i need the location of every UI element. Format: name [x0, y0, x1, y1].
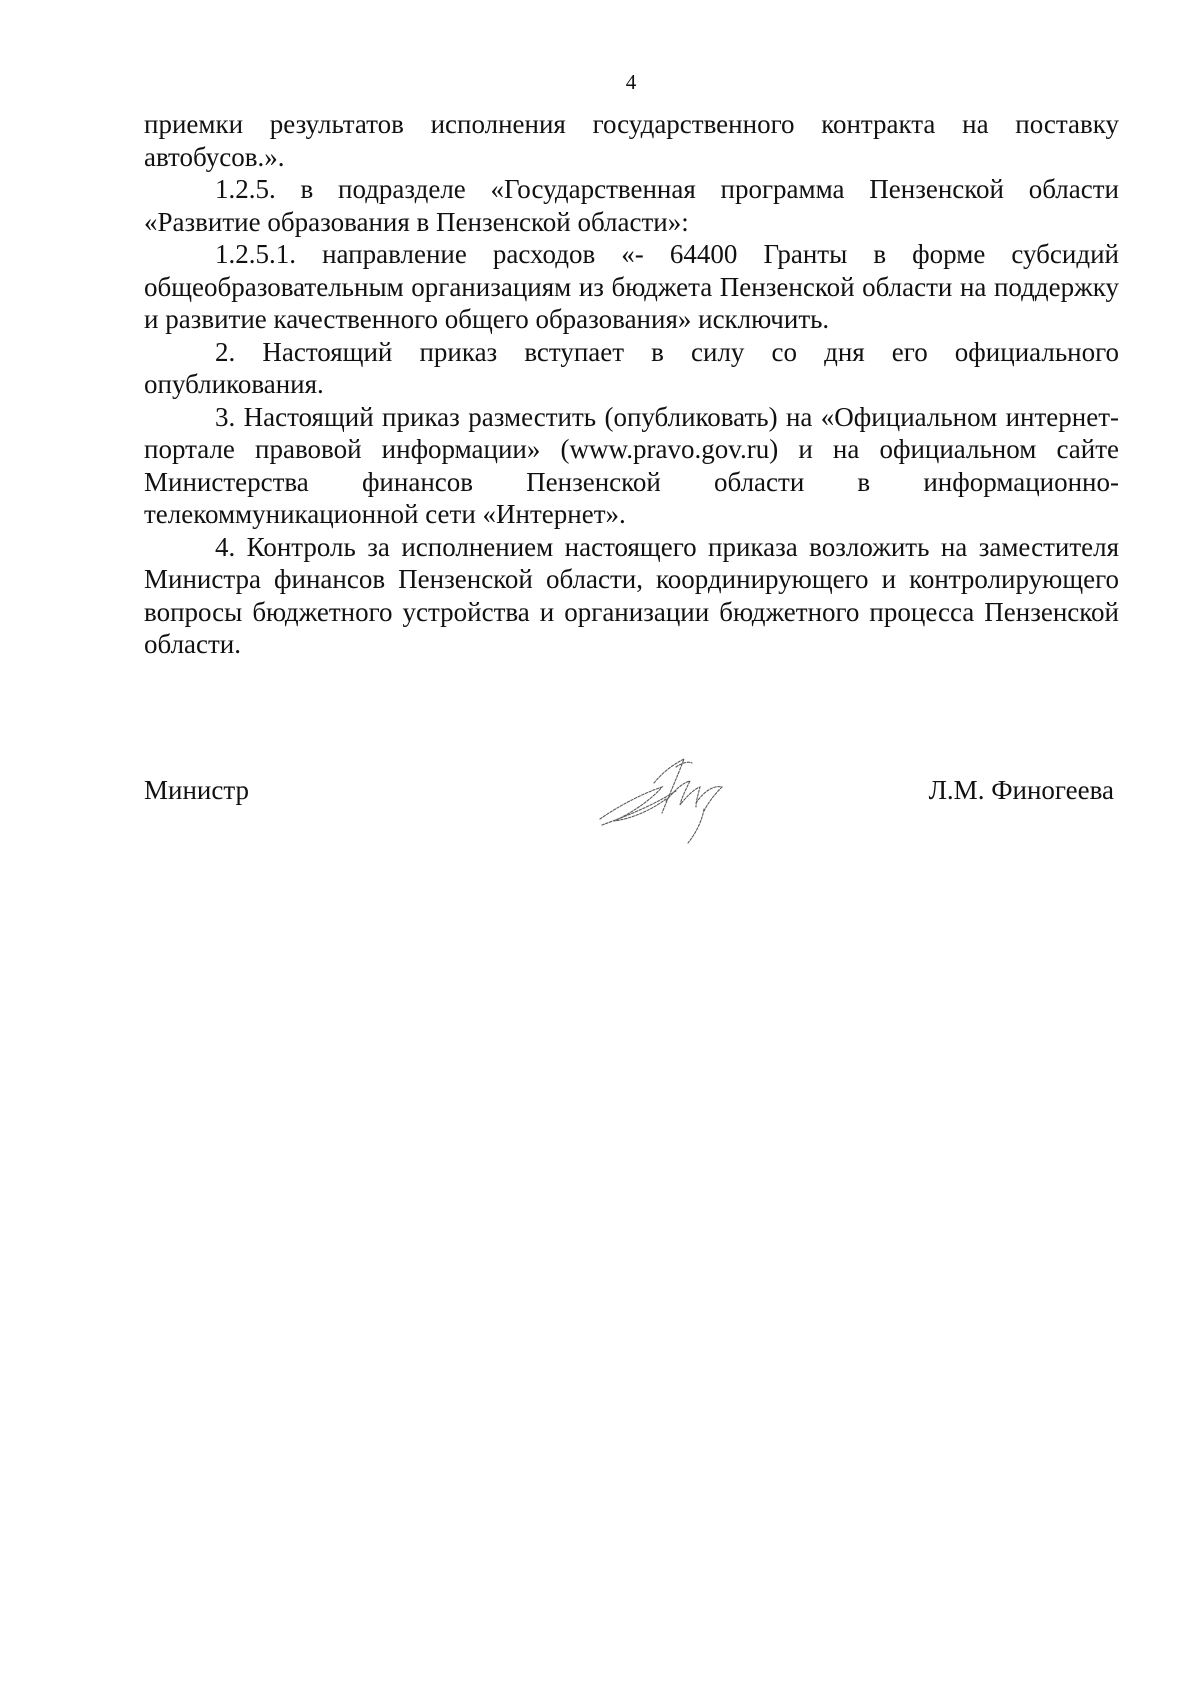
paragraph-2: 2. Настоящий приказ вступает в силу со дня его официального опубликования. [144, 336, 1119, 399]
paragraph-1-2-5: 1.2.5. в подразделе «Государственная программа Пензенской области «Развитие образования в Пензенской области»: [144, 174, 1119, 237]
paragraph-continuation: приемки результатов исполнения государственного контракта на поставку автобусов.». [144, 109, 1119, 172]
paragraph-1-2-5-1: 1.2.5.1. направление расходов «- 64400 Гранты в форме субсидий общеобразовательным организациям из бюджета Пензенской области на поддержку и развитие качественного общего образования» исключить. [144, 239, 1119, 334]
signer-name: Л.М. Финогеева [928, 775, 1114, 805]
paragraph-3: 3. Настоящий приказ разместить (опубликовать) на «Официальном интернет-портале правовой информации» (www.pravo.gov.ru) и на официальном сайте Министерства финансов Пензенской области в информационно-телекоммуникационной сети «Интернет». [144, 401, 1119, 529]
page-number: 4 [625, 70, 637, 94]
signer-position: Министр [144, 775, 249, 805]
handwritten-signature-icon [592, 747, 742, 847]
paragraph-4: 4. Контроль за исполнением настоящего приказа возложить на заместителя Министра финансов Пензенской области, координирующего и контролирующего вопросы бюджетного устройства и организации бюджетного процесса Пензенской области. [144, 531, 1119, 659]
signature-block [144, 775, 1114, 895]
document-body [144, 108, 1119, 661]
